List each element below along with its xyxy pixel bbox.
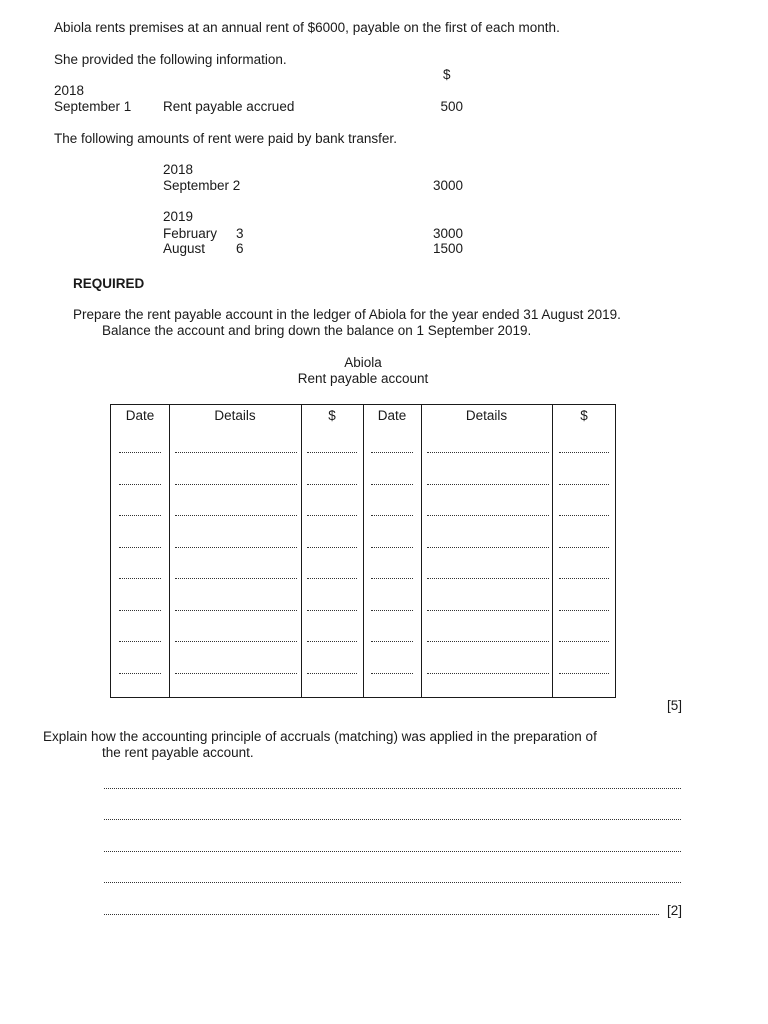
ledger-blank[interactable] — [307, 641, 357, 642]
ledger-blank[interactable] — [175, 610, 297, 611]
payment-2-amount: 3000 — [432, 226, 463, 241]
ledger-blank[interactable] — [371, 515, 413, 516]
payment-3-month: August — [163, 241, 206, 256]
ledger-marks: [5] — [667, 698, 683, 713]
ledger-blank[interactable] — [175, 452, 297, 453]
ledger-blank[interactable] — [119, 547, 161, 548]
payment-year-2019: 2019 — [163, 209, 194, 224]
ledger-blank[interactable] — [119, 610, 161, 611]
ledger-blank[interactable] — [307, 547, 357, 548]
payment-1-amount: 3000 — [432, 178, 463, 193]
ledger-blank[interactable] — [175, 484, 297, 485]
explain-marks: [2] — [667, 903, 683, 918]
ledger-blank[interactable] — [371, 452, 413, 453]
ledger-blank[interactable] — [427, 610, 549, 611]
ledger-blank[interactable] — [307, 578, 357, 579]
ledger-blank[interactable] — [307, 452, 357, 453]
ledger-blank[interactable] — [175, 641, 297, 642]
ledger-blank[interactable] — [371, 578, 413, 579]
ledger-blank[interactable] — [307, 484, 357, 485]
ledger-blank[interactable] — [559, 578, 609, 579]
ledger-blank[interactable] — [371, 484, 413, 485]
ledger-blank[interactable] — [119, 452, 161, 453]
ledger-blank[interactable] — [559, 484, 609, 485]
payment-2-day: 3 — [236, 226, 244, 241]
header-details-credit: Details — [465, 408, 508, 423]
ledger-blank[interactable] — [307, 673, 357, 674]
ledger-blank[interactable] — [427, 452, 549, 453]
ledger-title: Abiola — [344, 355, 382, 370]
ledger-blank[interactable] — [119, 578, 161, 579]
ledger-blank[interactable] — [175, 673, 297, 674]
payment-3-day: 6 — [236, 241, 244, 256]
ledger-blank[interactable] — [371, 641, 413, 642]
ledger-blank[interactable] — [427, 484, 549, 485]
ledger-blank[interactable] — [559, 610, 609, 611]
ledger-blank[interactable] — [427, 547, 549, 548]
column-divider — [552, 405, 553, 697]
ledger-blank[interactable] — [559, 547, 609, 548]
ledger-blank[interactable] — [119, 673, 161, 674]
ledger-blank[interactable] — [427, 641, 549, 642]
required-instruction: Prepare the rent payable account in the ledger of Abiola for the year ended 31 August 2019. — [73, 307, 621, 322]
ledger-blank[interactable] — [371, 610, 413, 611]
ledger-blank[interactable] — [559, 641, 609, 642]
header-details-debit: Details — [214, 408, 256, 423]
header-date-debit: Date — [125, 408, 155, 423]
ledger-blank[interactable] — [119, 641, 161, 642]
ledger-subtitle: Rent payable account — [297, 371, 429, 386]
answer-line[interactable] — [104, 851, 681, 852]
explain-question-cont: the rent payable account. — [102, 745, 254, 760]
payment-3-amount: 1500 — [432, 241, 463, 256]
column-divider — [421, 405, 422, 697]
required-instruction-cont: Balance the account and bring down the balance on 1 September 2019. — [102, 323, 532, 338]
ledger-blank[interactable] — [559, 515, 609, 516]
ledger-blank[interactable] — [175, 578, 297, 579]
required-heading: REQUIRED — [73, 276, 145, 291]
ledger-blank[interactable] — [175, 515, 297, 516]
payment-2-month: February — [163, 226, 218, 241]
ledger-blank[interactable] — [307, 610, 357, 611]
ledger-blank[interactable] — [175, 547, 297, 548]
ledger-blank[interactable] — [371, 547, 413, 548]
ledger-blank[interactable] — [559, 452, 609, 453]
ledger-blank[interactable] — [371, 673, 413, 674]
answer-line[interactable] — [104, 914, 659, 915]
ledger-blank[interactable] — [559, 673, 609, 674]
intro-sentence: Abiola rents premises at an annual rent of $6000, payable on the first of each month. — [54, 20, 560, 35]
info-amount: 500 — [440, 99, 463, 114]
header-amount-debit: $ — [328, 408, 336, 423]
currency-header: $ — [443, 67, 451, 82]
header-date-credit: Date — [377, 408, 407, 423]
column-divider — [169, 405, 170, 697]
answer-line[interactable] — [104, 882, 681, 883]
ledger-blank[interactable] — [119, 515, 161, 516]
column-divider — [363, 405, 364, 697]
column-divider — [301, 405, 302, 697]
answer-line[interactable] — [104, 788, 681, 789]
ledger-blank[interactable] — [427, 673, 549, 674]
ledger-blank[interactable] — [307, 515, 357, 516]
info-sentence: She provided the following information. — [54, 52, 287, 67]
info-year: 2018 — [54, 83, 85, 98]
ledger-blank[interactable] — [427, 515, 549, 516]
answer-line[interactable] — [104, 819, 681, 820]
ledger-blank[interactable] — [427, 578, 549, 579]
info-date: September 1 — [54, 99, 132, 114]
info-description: Rent payable accrued — [163, 99, 295, 114]
payment-1-date: September 2 — [163, 178, 241, 193]
header-amount-credit: $ — [580, 408, 588, 423]
explain-question: Explain how the accounting principle of accruals (matching) was applied in the preparation of — [43, 729, 597, 744]
payments-intro: The following amounts of rent were paid by bank transfer. — [54, 131, 397, 146]
ledger-blank[interactable] — [119, 484, 161, 485]
ledger-account-table — [110, 404, 616, 698]
payment-year-2018: 2018 — [163, 162, 194, 177]
